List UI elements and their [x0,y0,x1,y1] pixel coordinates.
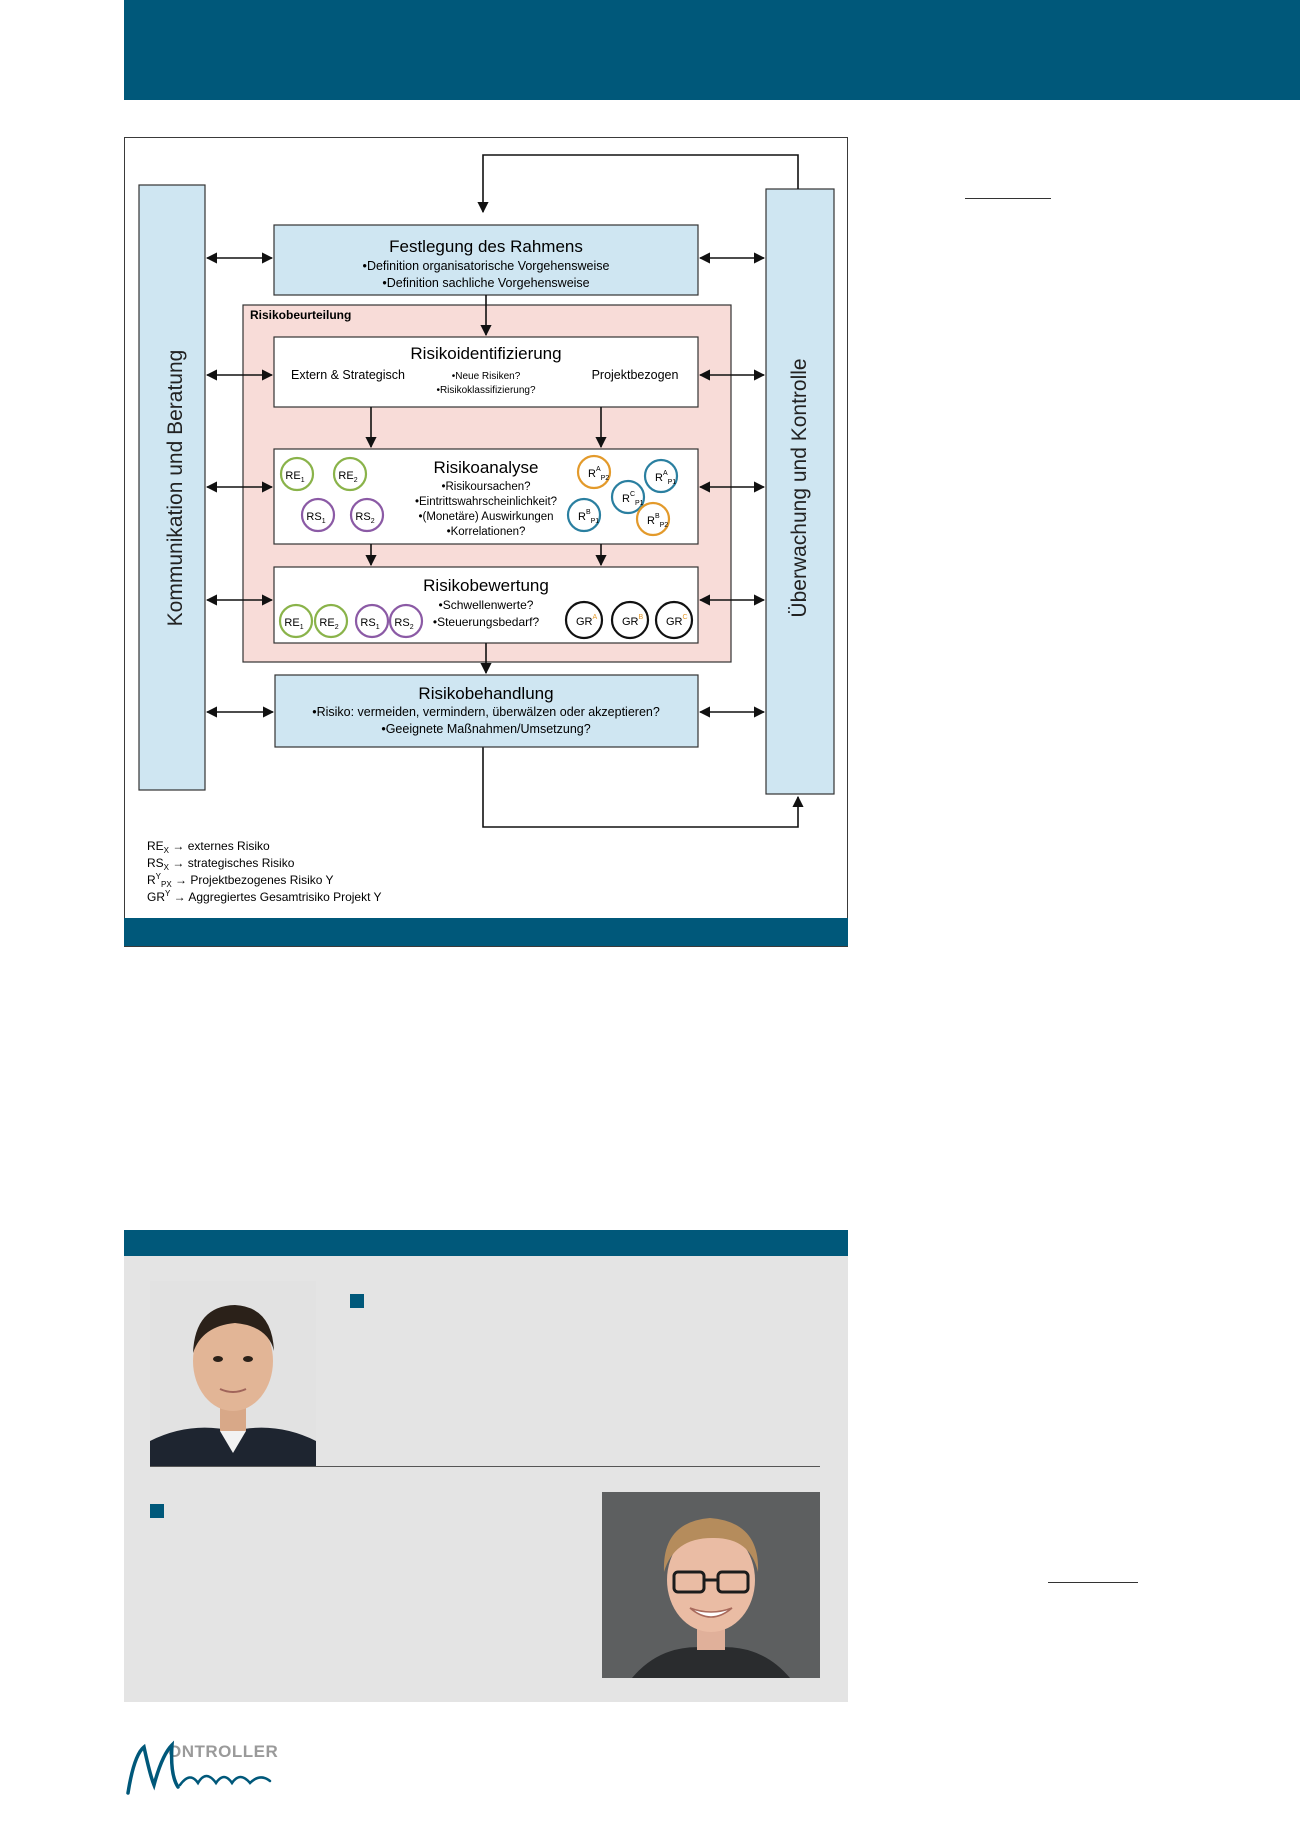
circle-re2 [334,458,366,490]
svg-text:RE2: $RE_2$ [319,617,339,631]
svg-text:RAP2: $R^A_{P2}$ [588,466,610,482]
analyse-bullet-4: •Korrelationen? [446,526,526,538]
svg-text:RAP1: $R^A_{P1}$ [655,470,677,486]
analyse-bullet-1: •Risikoursachen? [441,481,531,493]
risk-process-diagram [124,137,848,917]
author-photo-2 [602,1492,820,1678]
bewertung-title: Risikobewertung [423,576,549,595]
author-separator [150,1466,820,1467]
svg-text:RS2: $RS_2$ [355,511,375,525]
circle-rb-p1 [568,499,600,531]
loop-arrow-bottom [483,747,798,827]
behandlung-title: Risikobehandlung [418,684,554,703]
identifizierung-bullet-2: •Risikoklassifizierung? [436,385,536,396]
author-photo-1 [150,1281,316,1467]
legend-item-4: $GR^Y$ → Aggregiertes Gesamtrisiko Projekt Y [147,889,382,904]
legend-item-3: $R^Y_{PX}$ → Projektbezogenes Risiko Y [147,872,334,889]
bullet-square-1 [350,1294,364,1308]
bew-circle-rs1 [356,605,388,637]
rahmen-bullet-1: •Definition organisatorische Vorgehensweise [362,259,610,273]
loop-arrow-top [483,155,798,212]
circle-ra-p1 [645,460,677,492]
identifizierung-bullet-1: •Neue Risiken? [451,371,521,382]
legend-item-1: $RE_X$ → externes Risiko [147,839,270,855]
svg-text:RCP1: $R^C_{P1}$ [622,491,644,507]
bew-circle-grc [656,602,692,638]
circle-rs2 [351,499,383,531]
circle-rs1 [302,499,334,531]
svg-text:GRB: $GR^B$ [622,614,644,628]
identifizierung-right: Projektbezogen [591,368,679,382]
circle-ra-p2 [578,456,610,488]
beurteilung-label: Risikobeurteilung [250,308,352,322]
bewertung-bullet-1: •Schwellenwerte? [438,598,534,612]
bew-circle-rs2 [390,605,422,637]
logo-script-mark [120,1735,290,1805]
legend-item-2: $RS_X$ → strategisches Risiko [147,856,295,872]
behandlung-bullet-1: •Risiko: vermeiden, vermindern, überwälzen oder akzeptieren? [312,705,660,719]
rule-top-right [965,198,1051,199]
svg-text:RS1: $RS_1$ [360,617,380,631]
controller-magazin-logo: ONTROLLER [168,1742,279,1761]
circle-rb-p2 [637,503,669,535]
legend [147,839,382,904]
bew-circle-gra [566,602,602,638]
svg-text:RBP1: $R^B_{P1}$ [578,509,600,525]
rahmen-bullet-2: •Definition sachliche Vorgehensweise [382,276,590,290]
svg-text:RE1: $RE_1$ [285,470,305,484]
rahmen-title: Festlegung des Rahmens [389,237,583,256]
left-column-label: Kommunikation und Beratung [164,349,187,627]
circle-rc-p1 [612,481,644,513]
svg-text:RE2: $RE_2$ [338,470,358,484]
bewertung-bullet-2: •Steuerungsbedarf? [432,615,540,629]
analyse-title: Risikoanalyse [433,458,539,477]
svg-text:RBP2: $R^B_{P2}$ [647,513,669,529]
circle-re1 [281,458,313,490]
behandlung-bullet-2: •Geeignete Maßnahmen/Umsetzung? [381,722,591,736]
identifizierung-left: Extern & Strategisch [291,368,405,382]
svg-text:GRC: $GR^C$ [666,614,688,628]
rule-bottom-right [1048,1582,1138,1583]
identifizierung-title: Risikoidentifizierung [410,344,562,363]
right-column-label: Überwachung und Kontrolle [788,358,811,618]
analyse-bullet-2: •Eintrittswahrscheinlichkeit? [414,496,558,508]
svg-text:RE1: $RE_1$ [284,617,304,631]
bew-circle-re2 [315,605,347,637]
figure-footer-band [124,918,848,946]
bew-circle-re1 [280,605,312,637]
svg-text:RS1: $RS_1$ [306,511,326,525]
svg-text:GRA: $GR^A$ [576,614,598,628]
bew-circle-grb [612,602,648,638]
analyse-bullet-3: •(Monetäre) Auswirkungen [418,511,554,523]
header-band [124,0,1300,100]
bullet-square-2 [150,1504,164,1518]
author-box-bar [124,1230,848,1256]
svg-text:RS2: $RS_2$ [394,617,414,631]
